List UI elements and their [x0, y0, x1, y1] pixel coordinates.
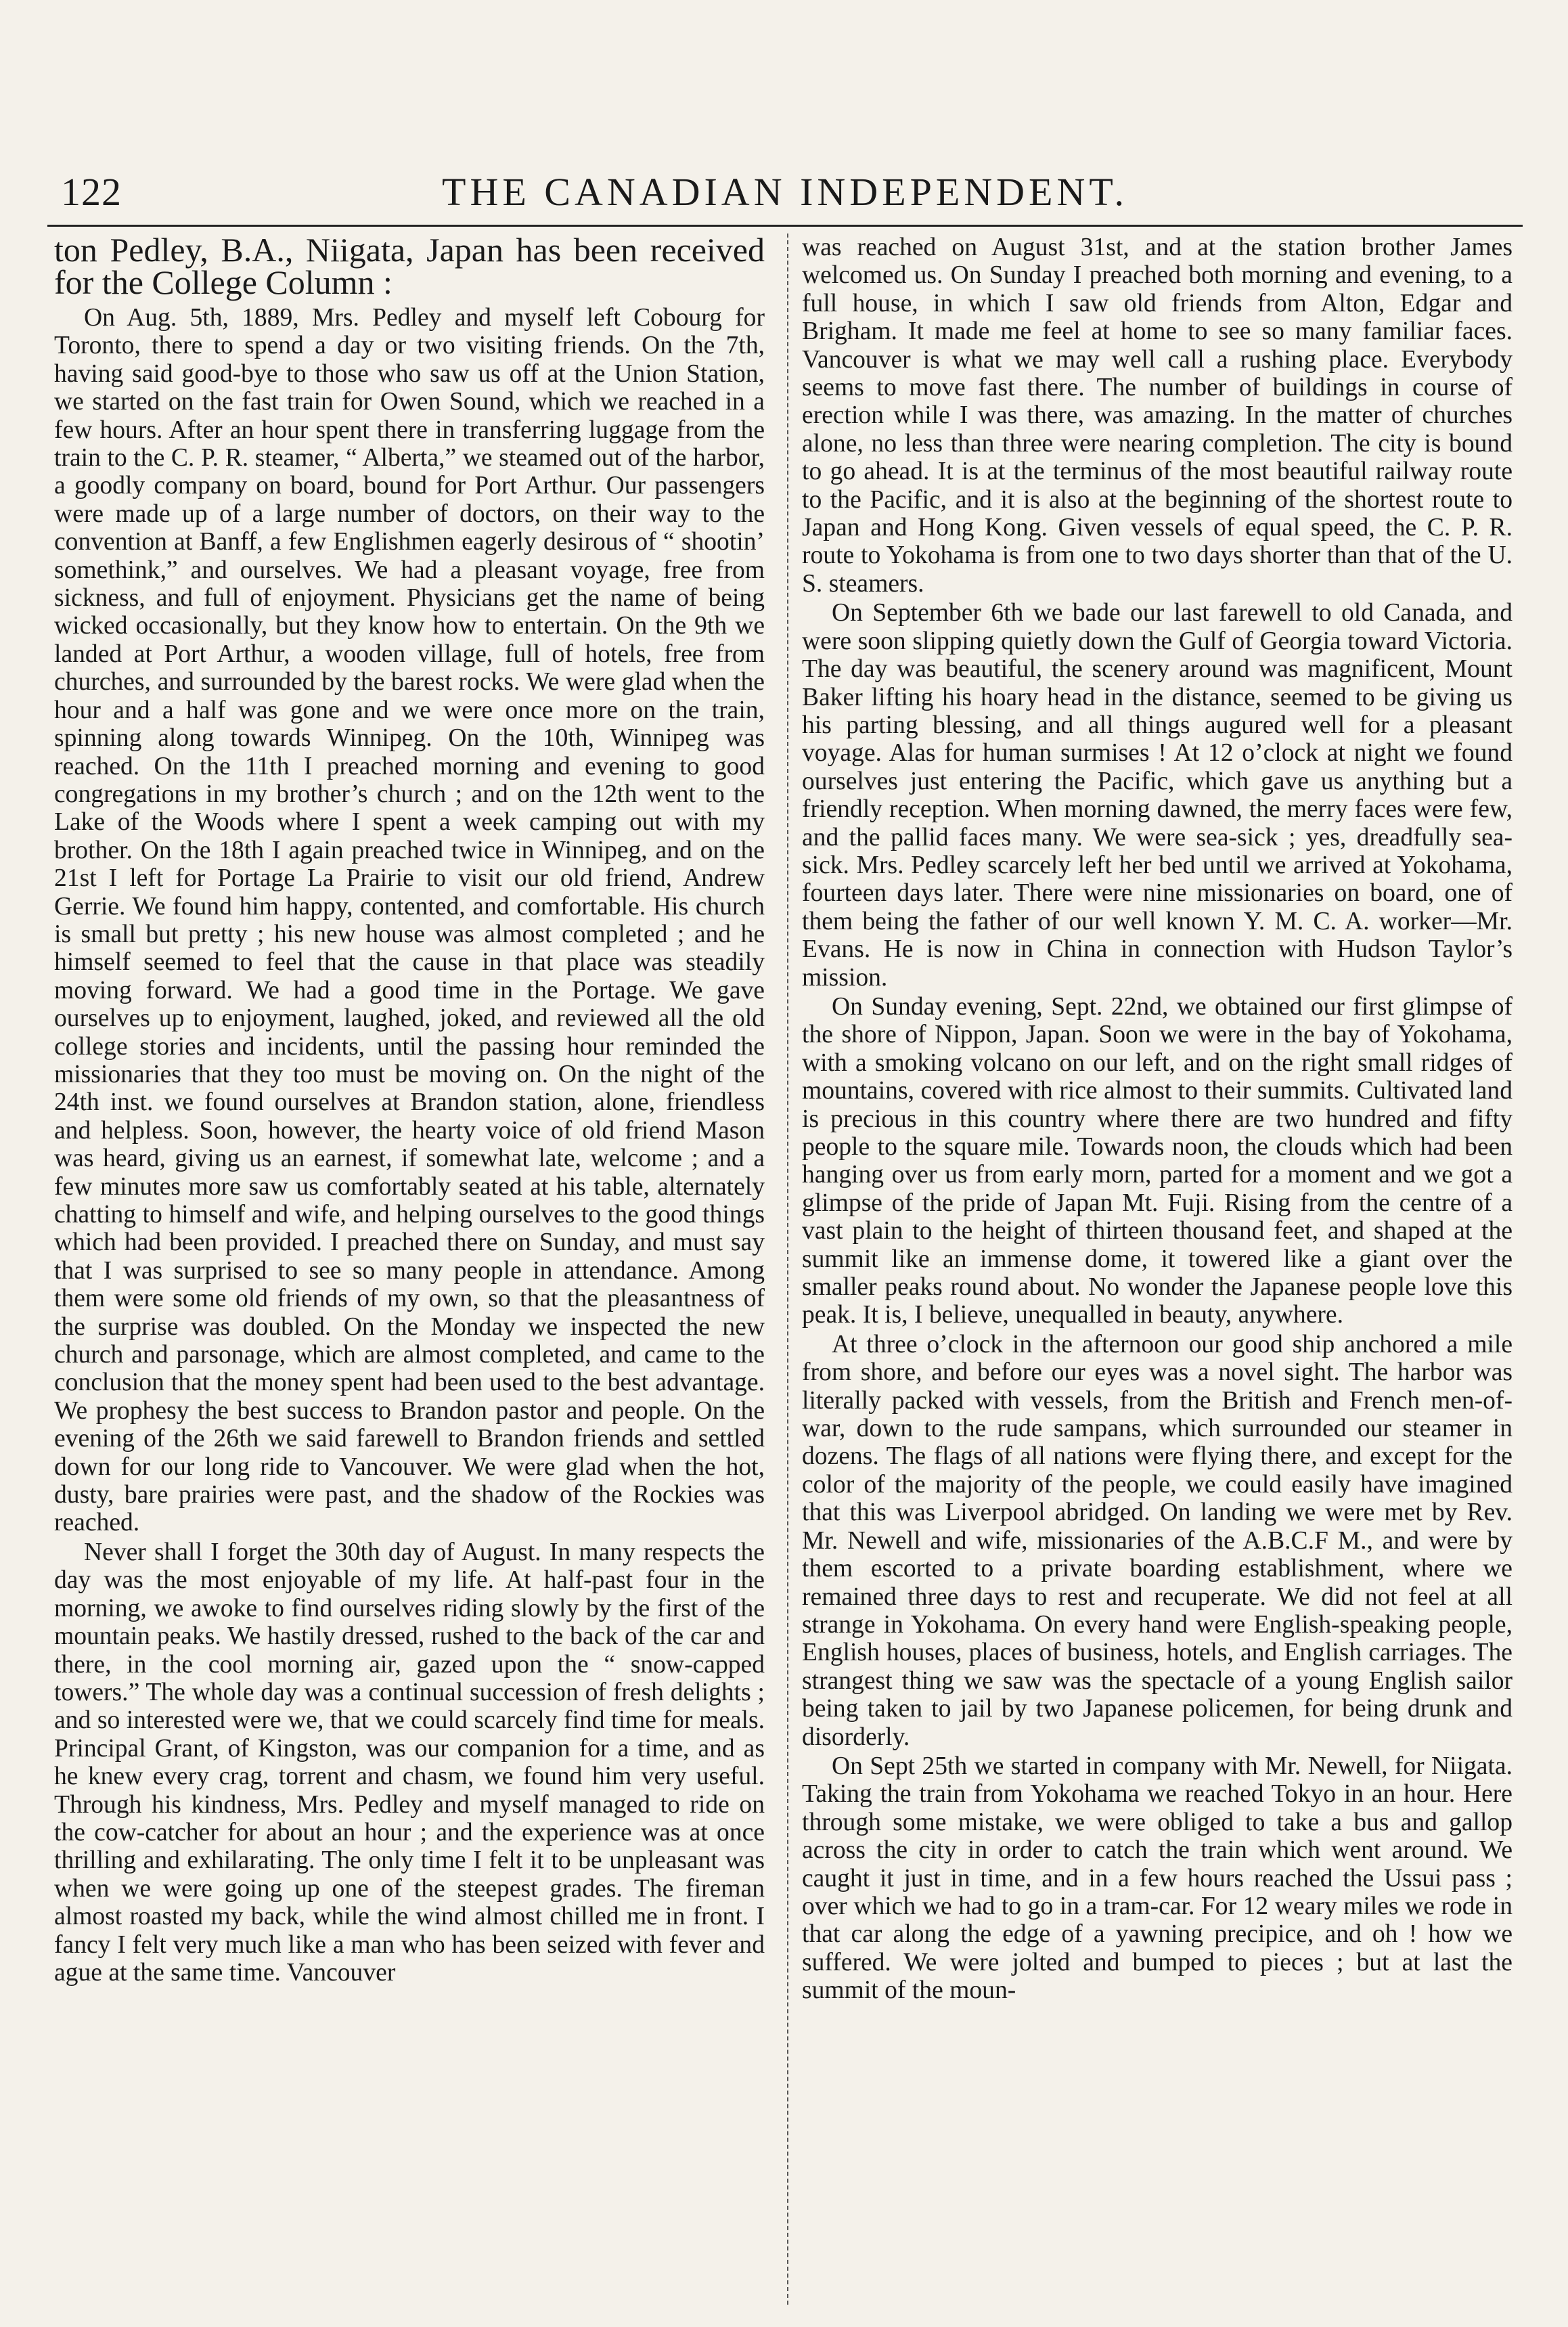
header-rule: [47, 225, 1523, 227]
paragraph: On Sept 25th we started in company with Mr. Newell, for Niigata. Taking the train from Yokohama we reached Tokyo in an hour. Here through some mistake, we were obliged to take a bus and gallop across the city in order to catch the train which went around. We caught it just in time, and in a few hours reached the Ussui pass ; over which we had to go in a tram-car. For 12 weary miles we rode in that car along the edge of a yawning precipice, and oh ! how we suffered. We were jolted and bumped to pieces ; but at last the summit of the moun-: [802, 1752, 1513, 2005]
left-column: [54, 234, 765, 2305]
right-column: [802, 234, 1513, 2305]
column-divider: [787, 234, 788, 2305]
paragraph: At three o’clock in the afternoon our good ship anchored a mile from shore, and before our eyes was a novel sight. The harbor was literally packed with vessels, from the British and French men-of-war, down to the rude sampans, which surrounded our steamer in dozens. The flags of all nations were flying there, and except for the color of the majority of the people, we could easily have imagined that this was Liverpool abridged. On landing we were met by Rev. Mr. Newell and wife, missionaries of the A.B.C.F M., and were by them escorted to a private boarding establishment, where we remained three days to rest and recuperate. We did not feel at all strange in Yokohama. On every hand were English-speaking people, English houses, places of business, hotels, and English carriages. The strangest thing we saw was the spectacle of a young English sailor being taken to jail by two Japanese policemen, for being drunk and disorderly.: [802, 1330, 1513, 1751]
paragraph: On Sunday evening, Sept. 22nd, we obtained our first glimpse of the shore of Nippon, Japan. Soon we were in the bay of Yokohama, with a smoking volcano on our left, and on the right small ridges of mountains, covered with rice almost to their summits. Cultivated land is precious in this country where there are two hundred and fifty people to the square mile. Towards noon, the clouds which had been hanging over us from early morn, parted for a moment and we got a glimpse of the pride of Japan Mt. Fuji. Rising from the centre of a vast plain to the height of thirteen thousand feet, and shaped at the summit like an immense dome, it towered like a giant over the smaller peaks round about. No wonder the Japanese people love this peak. It is, I believe, unequalled in beauty, anywhere.: [802, 992, 1513, 1329]
page-number: 122: [61, 170, 122, 214]
paragraph-continued: was reached on August 31st, and at the station brother James welcomed us. On Sunday I preached both morning and evening, to a full house, in which I saw old friends from Alton, Edgar and Brigham. It made me feel at home to see so many familiar faces. Vancouver is what we may well call a rushing place. Everybody seems to move fast there. The number of buildings in course of erection while I was there, was amazing. In the matter of churches alone, no less than three were nearing completion. The city is bound to go ahead. It is at the terminus of the most beautiful railway route to the Pacific, and it is also at the beginning of the shortest route to Japan and Hong Kong. Given vessels of equal speed, the C. P. R. route to Yokohama is from one to two days shorter than that of the U. S. steamers.: [802, 234, 1513, 598]
paragraph: On September 6th we bade our last farewell to old Canada, and were soon slipping quietly down the Gulf of Georgia toward Victoria. The day was beautiful, the scenery around was magnificent, Mount Baker lifting his hoary head in the distance, seemed to be giving us his parting blessing, and all things augured well for a pleasant voyage. Alas for human surmises ! At 12 o’clock at night we found ourselves just entering the Pacific, which gave us anything but a friendly reception. When morning dawned, the merry faces were few, and the pallid faces many. We were sea-sick ; yes, dreadfully sea-sick. Mrs. Pedley scarcely left her bed until we arrived at Yokohama, fourteen days later. There were nine missionaries on board, one of them being the father of our well known Y. M. C. A. worker—Mr. Evans. He is now in China in connection with Hudson Taylor’s mission.: [802, 599, 1513, 992]
paragraph: On Aug. 5th, 1889, Mrs. Pedley and myself left Cobourg for Toronto, there to spend a day or two visiting friends. On the 7th, having said good-bye to those who saw us off at the Union Station, we started on the fast train for Owen Sound, which we reached in a few hours. After an hour spent there in transferring luggage from the train to the C. P. R. steamer, “ Alberta,” we steamed out of the harbor, a goodly company on board, bound for Port Arthur. Our passengers were made up of a large number of doctors, on their way to the convention at Banff, a few Englishmen eagerly desirous of “ shootin’ somethink,” and ourselves. We had a pleasant voyage, free from sickness, and full of enjoyment. Physicians get the name of being wicked occasionally, but they know how to entertain. On the 9th we landed at Port Arthur, a wooden village, full of hotels, free from churches, and surrounded by the barest rocks. We were glad when the hour and a half was gone and we were once more on the train, spinning along towards Winnipeg. On the 10th, Winnipeg was reached. On the 11th I preached morning and evening to good congregations in my brother’s church ; and on the 12th went to the Lake of the Woods where I spent a week camping out with my brother. On the 18th I again preached twice in Winnipeg, and on the 21st I left for Portage La Prairie to visit our old friend, Andrew Gerrie. We found him happy, contented, and comfortable. His church is small but pretty ; his new house was almost completed ; and he himself seemed to feel that the cause in that place was steadily moving forward. We had a good time in the Portage. We gave ourselves up to enjoyment, laughed, joked, and reviewed all the old college stories and incidents, until the passing hour reminded the missionaries that they too must be moving on. On the night of the 24th inst. we found ourselves at Brandon station, alone, friendless and helpless. Soon, however, the hearty voice of old friend Mason was heard, giving us an earnest, if somewhat late, welcome ; and a few minutes more saw us comfortably seated at his table, alternately chatting to himself and wife, and helping ourselves to the good things which had been provided. I preached there on Sunday, and must say that I was surprised to see so many people in attendance. Among them were some old friends of my own, so that the pleasantness of the surprise was doubled. On the Monday we inspected the new church and parsonage, which are almost completed, and came to the conclusion that the money spent had been used to the best advantage. We prophesy the best success to Brandon pastor and people. On the evening of the 26th we said farewell to Brandon friends and settled down for our long ride to Vancouver. We were glad when the hot, dusty, bare prairies were past, and the shadow of the Rockies was reached.: [54, 304, 765, 1537]
page-header: [47, 169, 1523, 223]
article-lead: ton Pedley, B.A., Niigata, Japan has been received for the College Column :: [54, 234, 765, 301]
paragraph: Never shall I forget the 30th day of August. In many respects the day was the most enjoyable of my life. At half-past four in the morning, we awoke to find ourselves riding slowly by the first of the mountain peaks. We hastily dressed, rushed to the back of the car and there, in the cool morning air, gazed upon the “ snow-capped towers.” The whole day was a continual succession of fresh delights ; and so interested were we, that we could scarcely find time for meals. Principal Grant, of Kingston, was our companion for a time, and as he knew every crag, torrent and chasm, we found him very useful. Through his kindness, Mrs. Pedley and myself managed to ride on the cow-catcher for about an hour ; and the experience was at once thrilling and exhilarating. The only time I felt it to be unpleasant was when we were going up one of the steepest grades. The fireman almost roasted my back, while the wind almost chilled me in front. I fancy I felt very much like a man who has been seized with fever and ague at the same time. Vancouver: [54, 1538, 765, 1987]
running-title: THE CANADIAN INDEPENDENT.: [442, 170, 1128, 214]
